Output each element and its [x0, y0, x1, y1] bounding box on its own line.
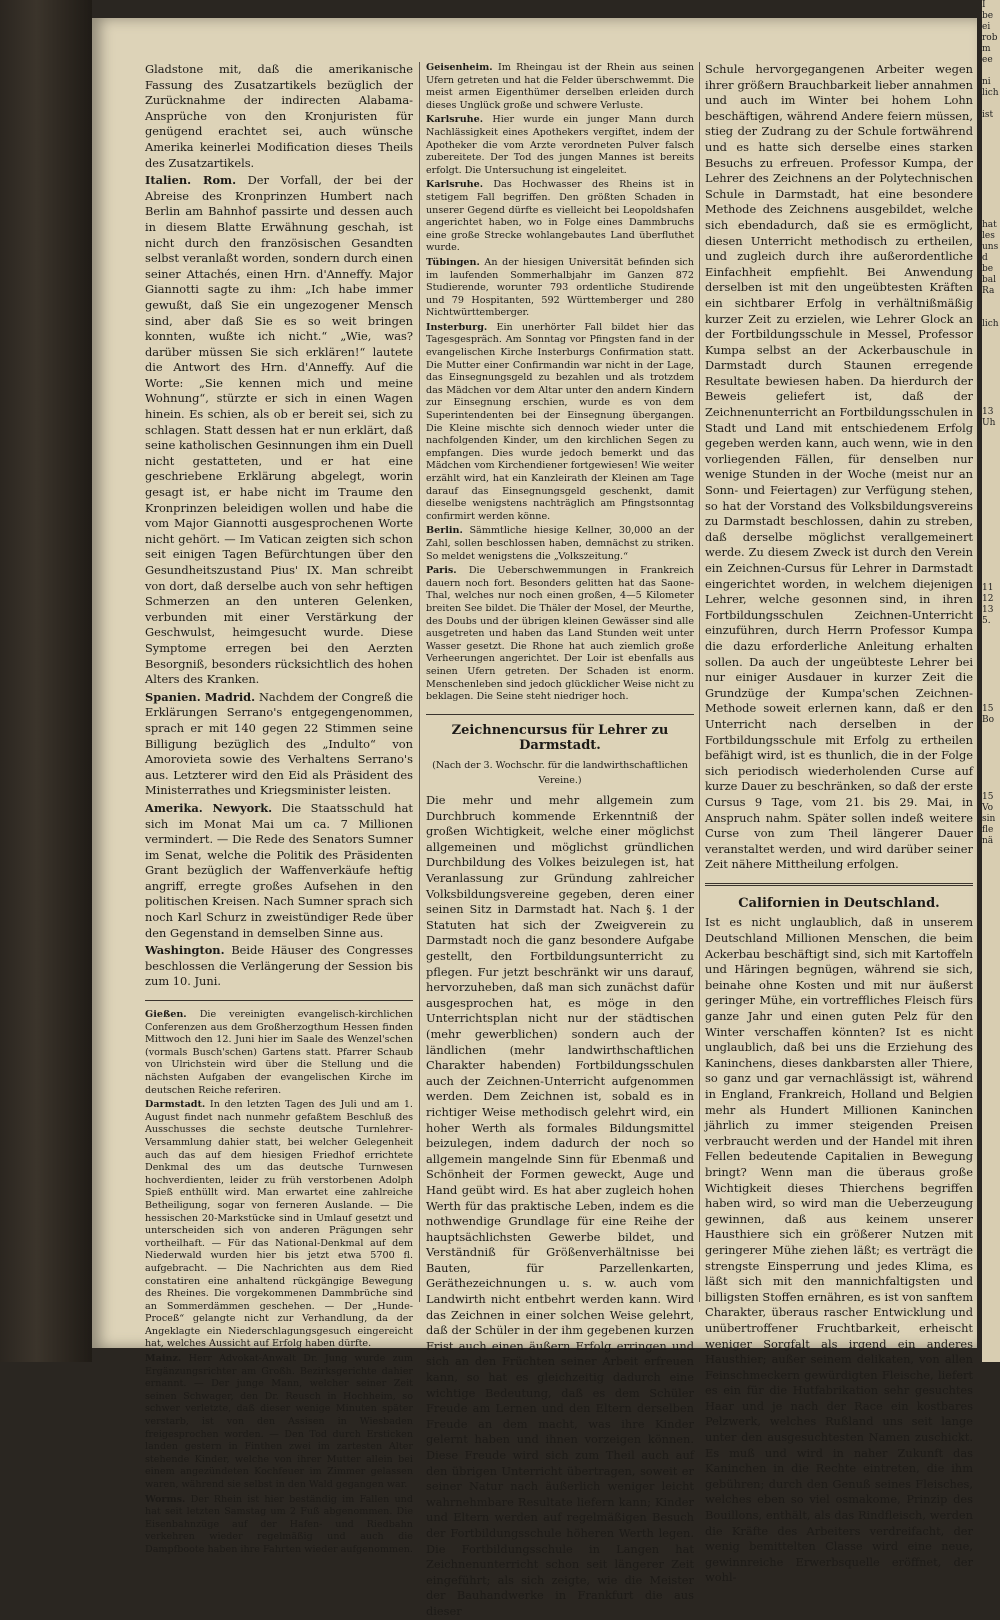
- dateline: Paris.: [426, 565, 457, 577]
- edge-text-fragment: [982, 308, 1000, 319]
- edge-text-fragment: 13: [982, 407, 994, 417]
- edge-text-fragment: [982, 649, 1000, 660]
- edge-text-fragment: 15: [982, 704, 994, 714]
- edge-text-fragment: [982, 352, 1000, 363]
- news-item: [426, 62, 694, 112]
- edge-text-fragment: [982, 99, 1000, 110]
- edge-text-fragment: [982, 154, 1000, 165]
- edge-text-fragment: [982, 121, 1000, 132]
- news-item: [426, 114, 694, 177]
- article-paragraph: [145, 943, 413, 990]
- edge-text-fragment: lich: [982, 319, 999, 329]
- column-3: [705, 62, 973, 1585]
- article-text: In den letzten Tagen des Juli und am 1. August findet nach nunmehr gefaßtem Beschluß des Ausschusses die sechste deutsche Turnlehrer-Versammlung dahier statt, bei welcher Gelegenheit auch das auf dem hiesigen Friedhof errichtete Denkmal des um das deutsche Turnwesen hochverdienten, leider zu früh verstorbenen Adolph Spieß enthüllt wird. Man erwartet eine zahlreiche Betheiligung, sogar von ferneren Auslande. — Die hessischen 20-Markstücke sind in Umlauf gesetzt und unterscheiden sich von anderen Prägungen sehr vortheilhaft. — Für das National-Denkmal auf dem Niederwald wurden hier bis jetzt etwa 5700 fl. aufgebracht. — Die Nachrichten aus dem Ried constatiren eine anhaltend rückgängige Bewegung des Rheines. Die vorgekommenen Dammbrüche sind an Sommerdämmen geschehen. — Der „Hunde-Proceß“ gelangte nicht zur Verhandlung, da der Angeklagte ein Niederschlagungsgesuch eingereicht hat, welches Aussicht auf Erfolg haben dürfte.: [145, 1099, 413, 1350]
- edge-text-fragment: [982, 572, 1000, 583]
- edge-text-fragment: 5.: [982, 616, 991, 626]
- edge-text-fragment: 11: [982, 583, 994, 593]
- edge-text-fragment: ist: [982, 110, 994, 120]
- article-text: Im Rheingau ist der Rhein aus seinen Ufern getreten und hat die Felder überschwemmt. Die meist armen Eigenthümer derselben erleiden durch dieses Unglück große und schwere Verluste.: [426, 62, 694, 111]
- article-text: Die Staatsschuld hat sich im Monat Mai um ca. 7 Millionen vermindert. — Die Rede des Senators Sumner im Senat, welche die Politik des Präsidenten Grant bezüglich der Waffenverkäufe heftig angriff, erregte großes Aufsehen in den politischen Kreisen. Nach Sumner sprach sich noch Karl Schurz in zweistündiger Rede über den Gegenstand in demselben Sinne aus.: [145, 800, 413, 940]
- dateline: Karlsruhe.: [426, 114, 484, 126]
- edge-text-fragment: [982, 462, 1000, 473]
- edge-text-fragment: [982, 726, 1000, 737]
- edge-text-fragment: [982, 660, 1000, 671]
- edge-text-fragment: Bo: [982, 715, 995, 725]
- edge-text-fragment: nä: [982, 836, 994, 846]
- column-rule: [419, 62, 420, 1302]
- edge-text-fragment: [982, 330, 1000, 341]
- edge-text-fragment: [982, 517, 1000, 528]
- news-item: [145, 1099, 413, 1351]
- edge-text-fragment: 15: [982, 792, 994, 802]
- edge-text-fragment: [982, 165, 1000, 176]
- edge-text-fragment: ee: [982, 55, 993, 65]
- edge-text-fragment: [982, 473, 1000, 484]
- article-text: Sämmtliche hiesige Kellner, 30,000 an der Zahl, sollen beschlossen haben, demnächst zu striken. So meldet wenigstens die „Volkszeitung.“: [426, 525, 694, 562]
- article-paragraph: [145, 173, 413, 688]
- edge-text-fragment: [982, 209, 1000, 220]
- article-text: Der Vorfall, der bei der Abreise des Kronprinzen Humbert nach Berlin am Bahnhof passirte und dessen auch in diesem Blatte Erwähnung geschah, ist nicht durch den französischen Gesandten selbst veranlaßt worden, sondern durch einen seiner Attachés, einen Hrn. d'Anneffy. Major Giannotti sagte zu ihm: „Ich habe immer gewußt, daß Sie ein ungezogener Mensch sind, aber daß Sie es so weit bringen konnten, wußte ich nicht.“ „Wie, was? darüber müssen Sie sich erklären!“ lautete die Antwort des Hrn. d'Anneffy. Auf die Worte: „Sie kennen mich und meine Wohnung“, stürzte er sich in einen Wagen hinein. Es schien, als ob er bereit sei, sich zu schlagen. Statt dessen hat er nun erklärt, daß seine katholischen Gesinnungen ihm ein Duell nicht gestatteten, und er hat eine geschriebene Erklärung abgelegt, worin gesagt ist, er habe nicht im Traume den Kronprinzen beleidigen wollen und habe die vom Major Giannotti ausgesprochenen Worte nicht gehört. — Im Vatican zeigten sich schon seit einigen Tagen Befürchtungen über den Gesundheitszustand Pius' IX. Man schreibt von dort, daß derselbe auch von sehr heftigen Schmerzen an den unteren Gelenken, verbunden mit einer Verstärkung der Geschwulst, heimgesucht wurde. Diese Symptome erregen bei den Aerzten Besorgniß, besonders rücksichtlich des hohen Alters des Kranken.: [145, 173, 414, 687]
- news-item: [145, 1494, 413, 1557]
- edge-text-fragment: [982, 484, 1000, 495]
- article-paragraph: [145, 690, 413, 799]
- dateline: Berlin.: [426, 525, 463, 537]
- article-text: An der hiesigen Universität befinden sich im laufenden Sommerhalbjahr im Ganzen 872 Studierende, worunter 793 ordentliche Studirende und 79 Hospitanten, 592 Württemberger und 280 Nichtwürttemberger.: [426, 256, 694, 319]
- article-paragraph: Die mehr und mehr allgemein zum Durchbruch kommende Erkenntniß der großen Wichtigkeit, welche einer möglichst allgemeinen und möglichst gründlichen Durchbildung des Volkes beizulegen ist, hat Veranlassung zur Gründung zahlreicher Volksbildungsvereine gegeben, deren einer seinen Sitz in Darmstadt hat. Nach §. 1 der Statuten hat sich der Zweigverein zu Darmstadt noch die ganz besondere Aufgabe gestellt, den Fortbildungsunterricht zu pflegen. Fur jetzt beschränkt wir uns darauf, hervorzuheben, daß man sich zunächst dafür ausgesprochen hat, es möge in den Unterrichtsplan nicht nur der städtischen (mehr gewerblichen) sondern auch der ländlichen (mehr landwirthschaftlichen Charakter habenden) Fortbildungsschulen auch der Zeichnen-Unterricht aufgenommen werden. Dem Zeichnen ist, sobald es in richtiger Weise methodisch gelehrt wird, ein hoher Werth als formales Bildungsmittel beizulegen, indem dadurch der noch so allgemein mangelnde Sinn für Ebenmaß und Schönheit der Formen geweckt, Auge und Hand geübt wird. Es hat aber zugleich hohen Werth für das praktische Leben, indem es die nothwendige Grundlage für eine Reihe der hauptsächlichsten Gewerbe bildet, und Verständniß für Größenverhältnisse bei Bauten, für Parzellenkarten, Geräthezeichnungen u. s. w. auch vom Landwirth nicht entbehrt werden kann. Wird das Zeichnen in einer solchen Weise gelehrt, daß der Schüler in der ihm gegebenen kurzen Frist auch einen äußern Erfolg erringen und sich an den Früchten seiner Arbeit erfreuen kann, so hat es gleichzeitig dadurch eine wichtige Bedeutung, daß es dem Schüler Freude am Lernen und den Eltern derselben Freude an dem macht, was ihre Kinder gelernt haben und ihnen vorzeigen können. Diese Freude wird sich zum Theil auch auf den übrigen Unterricht übertragen, soweit er seiner Natur nach äußerlich weniger leicht wahrnehmbare Resultate liefern kann; Kinder und Eltern werden auf regelmäßigen Besuch der Fortbildungsschule höheren Werth legen. Die Fortbildungsschule in Langen hat Zeichnenunterricht schon seit längerer Zeit eingeführt; als sich zeigte, wie die Meister der Bauhandwerke in Frankfurt die aus dieser: [426, 793, 694, 1618]
- edge-text-fragment: [982, 539, 1000, 550]
- article-text: Hier wurde ein junger Mann durch Nachlässigkeit eines Apothekers vergiftet, indem der Apotheker die vom Arzte verordneten Pulver falsch zubereitete. Der Tod des jungen Mannes ist bereits erfolgt. Die Untersuchung ist eingeleitet.: [426, 114, 694, 176]
- column-rule: [699, 62, 700, 1302]
- dateline: Gießen.: [145, 1009, 187, 1021]
- edge-text-fragment: [982, 671, 1000, 682]
- edge-text-fragment: [982, 385, 1000, 396]
- edge-text-fragment: [982, 440, 1000, 451]
- news-item: [145, 1353, 413, 1492]
- article-text: Beide Häuser des Congresses beschlossen die Verlängerung der Session bis zum 10. Juni.: [145, 943, 413, 989]
- edge-text-fragment: [982, 770, 1000, 781]
- column-1: [145, 62, 414, 1555]
- edge-text-fragment: d: [982, 253, 988, 263]
- section-divider: [426, 714, 694, 715]
- edge-text-fragment: [982, 627, 1000, 638]
- book-binding-edge: [0, 0, 92, 1362]
- news-item: [426, 565, 694, 704]
- article-text: Die vereinigten evangelisch-kirchlichen Conferenzen aus dem Großherzogthum Hessen finden Mittwoch den 12. Juni hier im Saale des Wenzel'schen (vormals Busch'schen) Gartens statt. Pfarrer Schaub von Ulrichstein wird über die Stellung und die nächsten Aufgaben der evangelischen Kirche im deutschen Reiche referiren.: [145, 1009, 413, 1096]
- article-paragraph: Ist es nicht unglaublich, daß in unserem Deutschland Millionen Menschen, die beim Ackerbau beschäftigt sind, sich mit Kartoffeln und Häringen begnügen, während sie sich, beinahe ohne Kosten und mit nur äußerst geringer Mühe, ein vortreffliches Fleisch fürs ganze Jahr und einen guten Pelz für den Winter verschaffen könnten? Ist es nicht unglaublich, daß bei uns die Erziehung des Kaninchens, dieses dankbarsten aller Thiere, so ganz und gar vernachlässigt ist, während in England, Frankreich, Holland und Belgien mehr als Hundert Millionen Kaninchen jährlich zu immer steigenden Preisen verbraucht werden und der Handel mit ihren Fellen bedeutende Capitalien in Bewegung bringt? Wenn man die überaus große Wichtigkeit dieses Thierchens begriffen haben wird, so wird man die Ueberzeugung gewinnen, daß aus keinem unserer Hausthiere sich ein größerer Nutzen mit geringerer Mühe ziehen läßt; es verträgt die strengste Einsperrung und jedes Klima, es läßt sich mit den mannichfaltigsten und billigsten Stoffen ernähren, es ist von sanftem Charakter, überaus rascher Entwicklung und unübertroffener Fruchtbarkeit, erheischt weniger Sorgfalt als irgend ein anderes Hausthier; außer seinem delikaten, von allen Feinschmeckern gewürdigten Fleische, liefert es ein für die Hutfabrikation sehr gesuchtes Haar und je nach der Race ein kostbares Pelzwerk, welches Rußland uns seit lange unter den ausgesuchtesten Namen zuschickt. Es muß und wird in naher Zukunft das Kaninchen in die Rechte eintreten, die ihm gebühren; durch den Genuß seines Fleisches, welches eben so viel osmakome, Prinzip des Bouillons, enthält, als das Rindfleisch, werden die Kräfte des Arbeiters verdreifacht, der wenig bemittelten Classe wird eine neue, gewinnreiche Erwerbsquelle eröffnet, der wohl-: [705, 915, 973, 1585]
- edge-text-fragment: [982, 693, 1000, 704]
- dateline: Spanien. Madrid.: [145, 689, 256, 704]
- edge-text-fragment: [982, 638, 1000, 649]
- local-news: [426, 62, 694, 704]
- edge-text-fragment: [982, 198, 1000, 209]
- edge-text-fragment: I: [982, 0, 986, 10]
- article-paragraph: [145, 801, 413, 941]
- edge-text-fragment: be: [982, 11, 994, 21]
- edge-text-fragment: Ra: [982, 286, 995, 296]
- dateline: Insterburg.: [426, 321, 488, 333]
- edge-text-fragment: [982, 528, 1000, 539]
- edge-text-fragment: [982, 187, 1000, 198]
- edge-text-fragment: [982, 561, 1000, 572]
- edge-text-fragment: [982, 495, 1000, 506]
- dateline: Italien. Rom.: [145, 173, 237, 188]
- section-divider: [705, 883, 973, 886]
- edge-text-fragment: [982, 374, 1000, 385]
- edge-text-fragment: 12: [982, 594, 994, 604]
- article-text: Das Hochwasser des Rheins ist in stetigem Fall begriffen. Den größten Schaden in unserer Gegend dürfte es vielleicht bei Leopoldshafen angerichtet haben, wo in Folge eines Dammbruchs eine große Strecke wohlangebautes Land überfluthet wurde.: [426, 179, 694, 254]
- edge-text-fragment: fle: [982, 825, 994, 835]
- section-divider: [145, 1000, 413, 1001]
- edge-text-fragment: rob: [982, 33, 998, 43]
- edge-text-fragment: sin: [982, 814, 996, 824]
- edge-text-fragment: [982, 748, 1000, 759]
- edge-text-fragment: m: [982, 44, 991, 54]
- local-news: [145, 1009, 413, 1557]
- edge-text-fragment: be: [982, 264, 994, 274]
- edge-text-fragment: Vo: [982, 803, 994, 813]
- edge-text-fragment: lich: [982, 88, 999, 98]
- edge-text-fragment: ei: [982, 22, 991, 32]
- edge-text-fragment: [982, 737, 1000, 748]
- edge-text-fragment: bal: [982, 275, 997, 285]
- edge-text-fragment: [982, 781, 1000, 792]
- edge-text-fragment: hat: [982, 220, 997, 230]
- article-heading: Zeichnencursus für Lehrer zu Darmstadt.: [451, 722, 669, 754]
- edge-text-fragment: 13: [982, 605, 994, 615]
- edge-text-fragment: les: [982, 231, 995, 241]
- dateline: Washington.: [145, 943, 225, 958]
- article-source: (Nach der 3. Wochschr. für die landwirthschaftlichen Vereine.): [432, 759, 688, 787]
- edge-text-fragment: [982, 759, 1000, 770]
- news-item: [426, 257, 694, 320]
- adjacent-page-edge: [982, 0, 1000, 1362]
- dateline: Amerika. Newyork.: [145, 800, 273, 815]
- edge-text-fragment: [982, 682, 1000, 693]
- article-text: Ein unerhörter Fall bildet hier das Tagesgespräch. Am Sonntag vor Pfingsten fand in der evangelischen Kirche Insterburgs Confirmation statt. Die Mutter einer Confirmandin war nicht in der Lage, das Einsegnungsgeld zu bezahlen und als trotzdem das Mädchen vor dem Altar unter den andern Kindern zur Einsegnung erschien, wurde es von dem Superintendenten bei der Einsegnung übergangen. Die Kleine mischte sich dennoch wieder unter die nachfolgenden Kinder, um den kirchlichen Segen zu empfangen. Dies wurde jedoch bemerkt und das Mädchen vom Kirchendiener fortgewiesen! Wie weiter erzählt wird, hat ein Kanzleirath der Kleinen am Tage darauf das Einsegnungsgeld geschenkt, damit dieselbe wenigstens nachträglich am Pfingstsonntag confirmirt werden könne.: [426, 321, 694, 522]
- dateline: Karlsruhe.: [426, 179, 484, 191]
- article-text: Nachdem der Congreß die Erklärungen Serrano's entgegengenommen, sprach er mit 140 gegen 22 Stimmen seine Billigung bezüglich des „Indulto“ von Amorovieta sowie des Verhaltens Serrano's aus. Letzterer wird den Eid als Präsident des Ministerrathes und Kriegsminister leisten.: [145, 689, 413, 798]
- news-item: [426, 322, 694, 524]
- news-item: [426, 179, 694, 255]
- article-text: Der Rhein ist hier beständig im Fallen und hat seit letzten Samstag um 2 Fuß abgenommen. Die Eisenbahnzüge auf der Hafen- und Riedbahn verkehren wieder regelmäßig und auch die Dampfboote haben ihre Fahrten wieder aufgenommen.: [145, 1493, 413, 1555]
- news-item: [426, 525, 694, 563]
- edge-text-fragment: [982, 506, 1000, 517]
- article-text: Die Ueberschwemmungen in Frankreich dauern noch fort. Besonders gelitten hat das Saone-Thal, welches nur noch einen großen, 4—5 Kilometer breiten See bildet. Die Thäler der Mosel, der Meurthe, des Doubs und der übrigen kleinen Gewässer sind alle ausgetreten und haben das Land Stunden weit unter Wasser gesetzt. Die Rhone hat auch ziemlich große Verheerungen angerichtet. Der Loir ist ebenfalls aus seinen Ufern getreten. Der Schaden ist enorm. Menschenleben sind jedoch glücklicher Weise nicht zu beklagen. Die Seine steht niedriger hoch.: [426, 565, 694, 703]
- edge-text-fragment: [982, 143, 1000, 154]
- article-text: Herr Advokat-Anwalt Dr. Jung wurde zum Ergänzungsrichter am Großh. Bezirksgerichte dahier ernannt. — Der junge Mann, welcher seiner Zeit seinen Schwager, den Dr. Reusch in Hochheim, so schwer verletzte, daß dieser wenige Minuten später verstarb, ist von den Assisen in Wiesbaden freigesprochen worden. — Den Tod durch Ersticken landen gestern in Finthen zwei im zartesten Alter stehende Kinder, welche von ihrer Mutter allein bei einem angezündeten Kochfeuer im Zimmer gelassen waren, während sie selbst in den Wald gegangen war.: [145, 1353, 413, 1490]
- edge-text-fragment: [982, 176, 1000, 187]
- edge-text-fragment: [982, 132, 1000, 143]
- article-heading: Californien in Deutschland.: [738, 895, 940, 911]
- article-paragraph: Gladstone mit, daß die amerikanische Fassung des Zusatzartikels bezüglich der Zurücknahme der indirecten Alabama-Ansprüche von den Kronjuristen für genügend erachtet sei, auch wünsche Amerika keinerlei Modification dieses Theils des Zusatzartikels.: [145, 62, 413, 170]
- edge-text-fragment: [982, 429, 1000, 440]
- edge-text-fragment: [982, 550, 1000, 561]
- dateline: Geisenheim.: [426, 62, 493, 73]
- article-paragraph: Schule hervorgegangenen Arbeiter wegen ihrer größern Brauchbarkeit lieber annahmen und auch im Winter bei hohem Lohn beschäftigen, während Andere feiern müssen, stieg der Zudrang zu der Schule fortwährend und es hatte sich derselbe eines starken Besuchs zu erfreuen. Professor Kumpa, der Lehrer des Zeichnens an der Polytechnischen Schule in Darmstadt, hat eine besondere Methode des Zeichnens ausgebildet, welche sich ebendadurch, daß sie es ermöglicht, diesen Unterricht methodisch zu ertheilen, und zugleich durch ihre außerordentliche Einfachheit empfiehlt. Bei Anwendung derselben ist mit den ungeübtesten Kräften ein sichtbarer Erfolg in verhältnißmäßig kurzer Zeit zu erzielen, wie Lehrer Glock an der Fortbildungsschule in Messel, Professor Kumpa selbst an der Ackerbauschule in Darmstadt durch Staunen erregende Resultate bewiesen haben. Da hierdurch der Beweis geliefert ist, daß der Zeichnenunterricht an Fortbildungsschulen in Stadt und Land mit entschiedenem Erfolg gegeben werden kann, auch wenn, wie in den vorliegenden Fällen, für denselben nur wenige Stunden in der Woche (meist nur an Sonn- und Feiertagen) zur Verfügung stehen, so hat der Vorstand des Volksbildungsvereins zu Darmstadt beschlossen, dahin zu streben, daß derselbe möglichst verallgemeinert werde. Zu diesem Zweck ist durch den Verein ein Zeichnen-Cursus für Lehrer in Darmstadt eingerichtet worden, in welchem diejenigen Lehrer, welche gesonnen sind, in ihren Fortbildungsschulen Zeichnen-Unterricht einzuführen, durch Herrn Professor Kumpa die dazu erforderliche Anleitung erhalten sollen. Da auch der ungeübteste Lehrer bei nur einiger Ausdauer in kurzer Zeit die Grundzüge der Kumpa'schen Zeichnen-Methode soweit erlernen kann, daß er den Unterricht nach derselben in der Fortbildungsschule mit Erfolg zu ertheilen befähigt wird, ist es thunlich, die in der Folge sich periodisch wiederholenden Curse auf kurze Dauer zu beschränken, so daß der erste Cursus 9 Tage, vom 21. bis 29. Mai, in Anspruch nahm. Später sollen indeß weitere Curse von zum Theil längerer Dauer veranstaltet werden, und wird darüber seiner Zeit nähere Mittheilung erfolgen.: [705, 62, 973, 872]
- edge-text-fragment: [982, 297, 1000, 308]
- edge-text-fragment: Uh: [982, 418, 996, 428]
- edge-text-fragment: [982, 66, 1000, 77]
- news-item: [145, 1009, 413, 1097]
- column-2: [426, 62, 694, 1618]
- edge-text-fragment: [982, 363, 1000, 374]
- dateline: Worms.: [145, 1493, 186, 1505]
- dateline: Tübingen.: [426, 256, 480, 268]
- edge-text-fragment: [982, 396, 1000, 407]
- edge-text-fragment: uns: [982, 242, 999, 252]
- dateline: Mainz.: [145, 1353, 182, 1365]
- dateline: Darmstadt.: [145, 1099, 206, 1111]
- edge-text-fragment: ni: [982, 77, 991, 87]
- edge-text-fragment: [982, 341, 1000, 352]
- edge-text-fragment: [982, 451, 1000, 462]
